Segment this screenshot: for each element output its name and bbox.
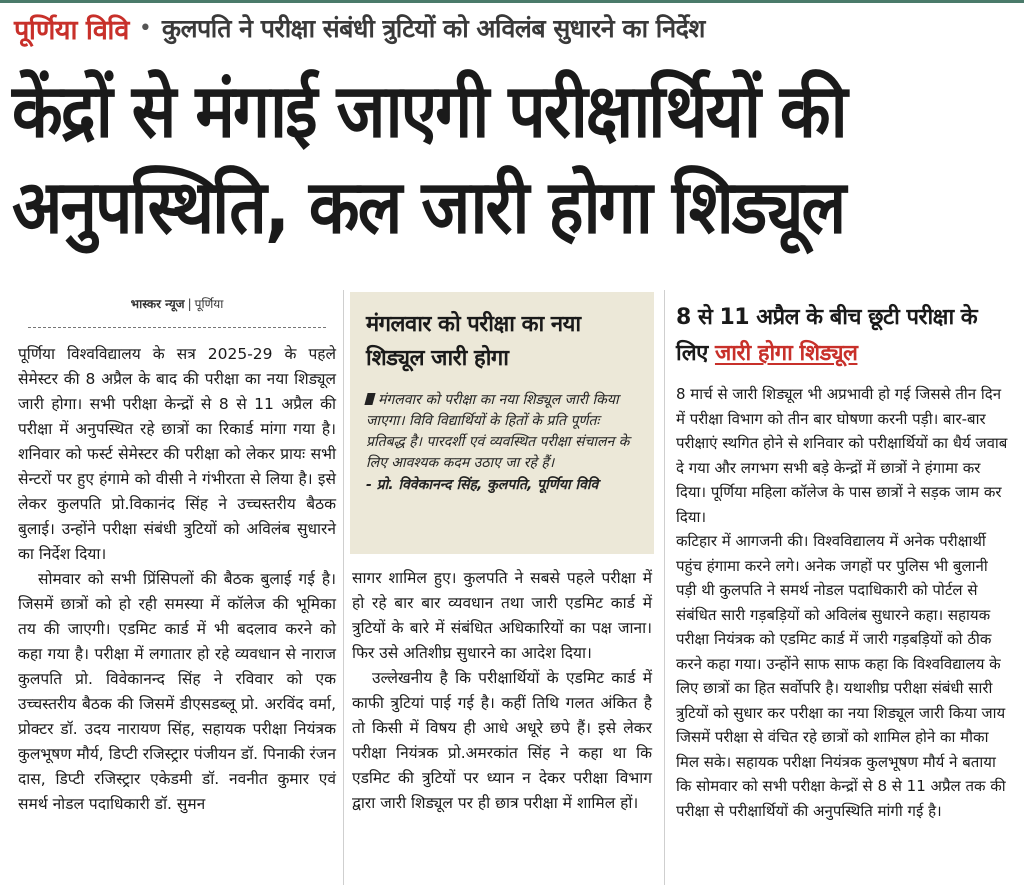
article-paragraph: कटिहार में आगजनी की। विश्वविद्यालय में अनेक परीक्षार्थी पहुंच हंगामा करने लगे। अनेक जगहों पर पुलिस भी बुलानी पड़ी थी कुलपति ने समर्थ नोडल पदाधिकारी को पोर्टल से संबंधित सारी गड़बड़ियों को अविलंब सुधारने कहा। सहायक परीक्षा नियंत्रक को एडमिट कार्ड में जारी गड़बड़ियों को ठीक करने कहा गया। उन्होंने साफ साफ कहा कि विश्वविद्यालय के लिए छात्रों का हित सर्वोपरि है। यथाशीघ्र परीक्षा संबंधी सारी त्रुटियों को सुधार कर परीक्षा का नया शिड्यूल जारी किया जाय जिसमें परीक्षा से वंचित रहे छात्रों को शामिल होने का मौका मिल सके। सहायक परीक्षा नियंत्रक कुलभूषण मौर्य ने बताया कि सोमवार को सभी परीक्षा केन्द्रों से 8 से 11 अप्रैल तक की परीक्षा से परीक्षार्थियों की अनुपस्थिति मांगी गई है। [676,532,1006,820]
right-column [676,300,1012,823]
article-paragraph: सोमवार को सभी प्रिंसिपलों की बैठक बुलाई गई है। जिसमें छात्रों को हो रही समस्या में कॉलेज की भूमिका तय की जाएगी। एडमिट कार्ड में भी बदलाव करने को कहा गया है। परीक्षा में लगातार हो रहे व्यवधान से नाराज कुलपति प्रो. विवेकानन्द सिंह ने रविवार को एक उच्चस्तरीय बैठक की जिसमें डीएसडब्लू प्रो. अरविंद वर्मा, प्रोक्टर डॉ. उदय नारायण सिंह, सहायक परीक्षा नियंत्रक कुलभूषण मौर्य, डिप्टी रजिस्ट्रार पंजीयन डॉ. पिनाकी रंजन दास, डिप्टी रजिस्ट्रार एकेडमी डॉ. नवनीत कुमार एवं समर्थ नोडल पदाधिकारी डॉ. सुमन [18,570,336,813]
sidebar-story-title [676,300,1012,372]
top-rule [0,0,1024,3]
article-paragraph: 8 मार्च से जारी शिड्यूल भी अप्रभावी हो गई जिससे तीन दिन में परीक्षा विभाग को तीन बार घोषणा करनी पड़ी। बार-बार परीक्षाएं स्थगित होने से शनिवार को परीक्षार्थियों का धैर्य जवाब दे गया और लगभग सभी बड़े केन्द्रों में छात्रों ने हंगामा कर दिया। पूर्णिया महिला कॉलेज के पास छात्रों ने सड़क जाम कर दिया। [676,385,1008,526]
sidebar-story-title-plain: 8 से 11 अप्रैल के बीच छूटी परीक्षा के लिए [676,305,978,366]
middle-column [352,566,652,816]
quote-box-title: मंगलवार को परीक्षा का नया शिड्यूल जारी होगा [366,312,581,371]
kicker [14,6,705,50]
byline-separator: | [187,297,192,311]
article-paragraph: सागर शामिल हुए। कुलपति ने सबसे पहले परीक्षा में हो रहे बार बार व्यवधान तथा जारी एडमिट कार्ड में त्रुटियों के बारे में संबंधित अधिकारियों का पक्ष जाना। फिर उसे अतिशीघ्र सुधारने का आदेश दिया। [352,569,652,662]
left-column [18,292,336,817]
column-divider [664,290,665,885]
byline-source: भास्कर न्यूज [130,297,185,311]
bullet-icon: • [138,15,152,41]
article-paragraph: उल्लेखनीय है कि परीक्षार्थियों के एडमिट कार्ड में काफी त्रुटियां पाई गई है। कहीं तिथि गलत अंकित है तो किसी में विषय ही आधे अधूरे छपे हैं। इसे लेकर परीक्षा नियंत्रक प्रो.अमरकांत सिंह ने कहा था कि एडमिट की त्रुटियों पर ध्यान न देकर परीक्षा विभाग द्वारा जारी शिड्यूल पर ही छात्र परीक्षा में शामिल हों। [352,669,652,812]
headline [12,58,1016,250]
quote-author: - प्रो. विवेकानन्द सिंह, कुलपति, पूर्णिया विवि [366,477,599,493]
sidebar-story-title-highlight: जारी होगा शिड्यूल [714,341,858,366]
quote-text-wrap [366,390,638,474]
article-paragraph: पूर्णिया विश्वविद्यालय के सत्र 2025-29 के पहले सेमेस्टर की 8 अप्रैल के बाद की परीक्षा का नया शिड्यूल जारी होगा। सभी परीक्षा केन्द्रों से 8 से 11 अप्रैल की परीक्षा में अनुपस्थित रहे छात्रों का रिकार्ड मांगा गया है। शनिवार को फर्स्ट सेमेस्टर की परीक्षा को लेकर प्रायः सभी सेन्टरों पर हुए हंगामे को वीसी ने गंभीरता से लिया है। इसे लेकर कुलपति प्रो.विकानंद सिंह ने उच्चस्तरीय बैठक बुलाई। उन्होंने परीक्षा संबंधी त्रुटियों को अविलंब सुधारने का निर्देश दिया। [18,345,336,563]
headline-line-2: अनुपस्थिति, कल जारी होगा शिड्यूल [12,164,845,251]
quote-box [350,292,654,554]
quote-text: मंगलवार को परीक्षा का नया शिड्यूल जारी किया जाएगा। विवि विद्यार्थियों के हितों के प्रति पूर्णतः प्रतिबद्ध है। पारदर्शी एवं व्यवस्थित परीक्षा संचालन के लिए आवश्यक कदम उठाए जा रहे हैं। [366,392,630,471]
byline [28,292,326,328]
byline-location: पूर्णिया [194,297,224,311]
column-divider [343,290,344,885]
headline-line-1: केंद्रों से मंगाई जाएगी परीक्षार्थियों की [12,68,846,155]
kicker-subheading: कुलपति ने परीक्षा संबंधी त्रुटियों को अविलंब सुधारने का निर्देश [161,14,705,43]
kicker-tag: पूर्णिया विवि [14,14,129,46]
quote-mark-icon [364,393,375,405]
